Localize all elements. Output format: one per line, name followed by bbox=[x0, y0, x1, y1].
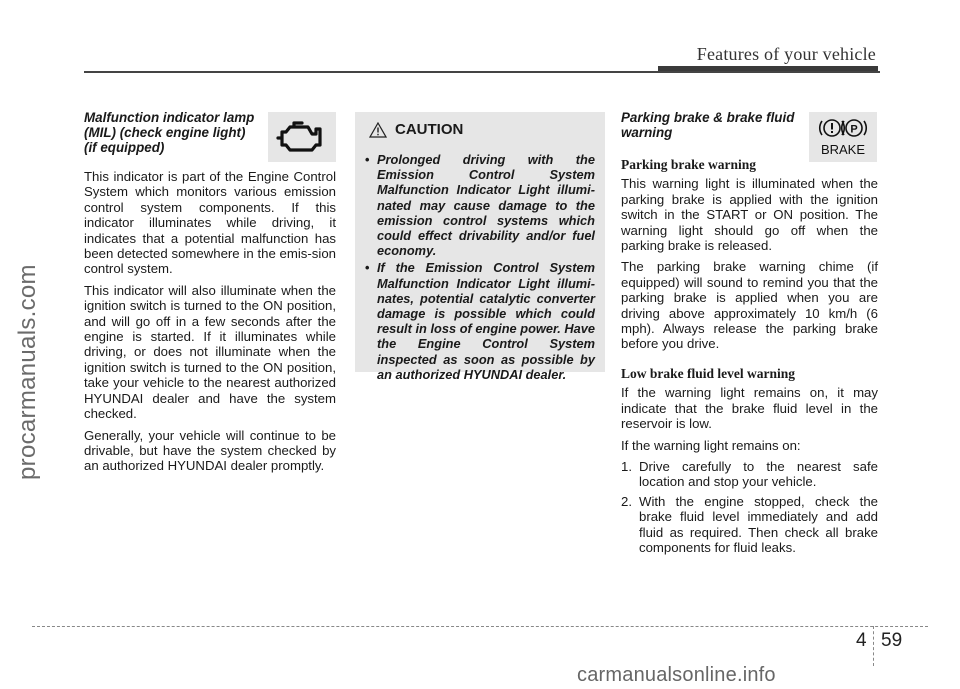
warning-triangle-icon bbox=[369, 122, 387, 138]
brake-paragraph: The parking brake warning chime (if equipped) will sound to remind you that the parking brake is applied when you are driving above approximately 10 km/h (6 mph). Always release the parking brake before you drive. bbox=[621, 259, 878, 352]
page-number-divider bbox=[873, 626, 874, 666]
check-engine-icon-box bbox=[268, 112, 336, 162]
mil-paragraph: Generally, your vehicle will continue to be drivable, but have the system checked by an authorized HYUNDAI dealer promptly. bbox=[84, 427, 336, 474]
mil-paragraph: This indicator will also illuminate when the ignition switch is turned to the ON position, and will go off in a few seconds after the engine is started. If it illuminates while driving, or does not illuminate when the ignition switch is turned to the ON position, take your vehicle to the nearest authorized HYUNDAI dealer and have the system checked. bbox=[84, 282, 336, 422]
caution-box bbox=[355, 112, 605, 382]
caution-item-text: If the Emission Control System Malfunction Indicator Light illumi-nates, potential catalytic converter damage is possible which could result in loss of engine power. Have the Engine Control System inspected as soon as possible by an authorized HYUNDAI dealer. bbox=[377, 260, 595, 382]
brake-icon-label: BRAKE bbox=[820, 142, 866, 157]
caution-header bbox=[369, 121, 463, 138]
mil-section bbox=[84, 110, 336, 480]
side-watermark: procarmanuals.com bbox=[14, 264, 41, 480]
caution-item-text: Prolonged driving with the Emission Control System Malfunction Indicator Light illumi-nated may cause damage to the emission control systems which could effect drivability and/or fuel economy. bbox=[377, 152, 595, 259]
brake-steps-list bbox=[621, 459, 878, 555]
caution-item: • Prolonged driving with the Emission Control System Malfunction Indicator Light illumi-nated may cause damage to the emission control systems which could effect drivability and/or fuel economy. bbox=[365, 152, 595, 259]
caution-list bbox=[365, 152, 595, 384]
bottom-watermark: carmanualsonline.info bbox=[577, 664, 776, 686]
brake-section-title bbox=[621, 110, 811, 140]
brake-paragraph: If the warning light remains on: bbox=[621, 437, 801, 453]
chapter-number: 4 bbox=[856, 630, 867, 651]
brake-paragraph: If the warning light remains on, it may indicate that the brake fluid level in the reservoir is low. bbox=[621, 385, 878, 432]
page-header-title: Features of your vehicle bbox=[696, 44, 876, 64]
mil-paragraph: This indicator is part of the Engine Control System which monitors various emission control system components. If this indicator illuminates while driving, it indicates that a potential malfunction has been detected somewhere in the emis-sion control system. bbox=[84, 169, 336, 277]
brake-section bbox=[621, 110, 878, 559]
brake-title-line-2: warning bbox=[621, 125, 673, 140]
list-item bbox=[621, 459, 878, 490]
list-item bbox=[621, 494, 878, 556]
step-text: With the engine stopped, check the brake fluid level immediately and add fluid as required. Then check all brake components for fluid leaks. bbox=[639, 493, 878, 555]
mil-title-line-1: Malfunction indicator lamp bbox=[84, 110, 255, 125]
step-number: 1. bbox=[621, 458, 632, 474]
caution-item: • If the Emission Control System Malfunction Indicator Light illumi-nates, potential catalytic converter damage is possible which could result in loss of engine power. Have the Engine Control System inspected as soon as possible by an authorized HYUNDAI dealer. bbox=[365, 260, 595, 382]
brake-paragraph: This warning light is illuminated when the parking brake is applied with the ignition switch in the START or ON position. The warning light should go off when the parking brake is released. bbox=[621, 176, 878, 254]
brake-title-line-1: Parking brake & brake fluid bbox=[621, 110, 795, 125]
check-engine-icon bbox=[268, 112, 336, 162]
mil-title-line-3: (if equipped) bbox=[84, 140, 165, 155]
subhead-brake-fluid: Low brake fluid level warning bbox=[621, 365, 796, 381]
mil-title-line-2: (MIL) (check engine light) bbox=[84, 125, 246, 140]
page-number: 59 bbox=[881, 630, 903, 651]
svg-text:P: P bbox=[850, 123, 858, 136]
mil-section-title bbox=[84, 110, 264, 155]
step-text: Drive carefully to the nearest safe location and stop your vehicle. bbox=[639, 458, 878, 490]
step-number: 2. bbox=[621, 493, 632, 509]
header-rule bbox=[84, 71, 880, 73]
footer-rule bbox=[32, 626, 928, 627]
subhead-parking-brake: Parking brake warning bbox=[621, 157, 757, 172]
caution-title: CAUTION bbox=[395, 121, 464, 138]
